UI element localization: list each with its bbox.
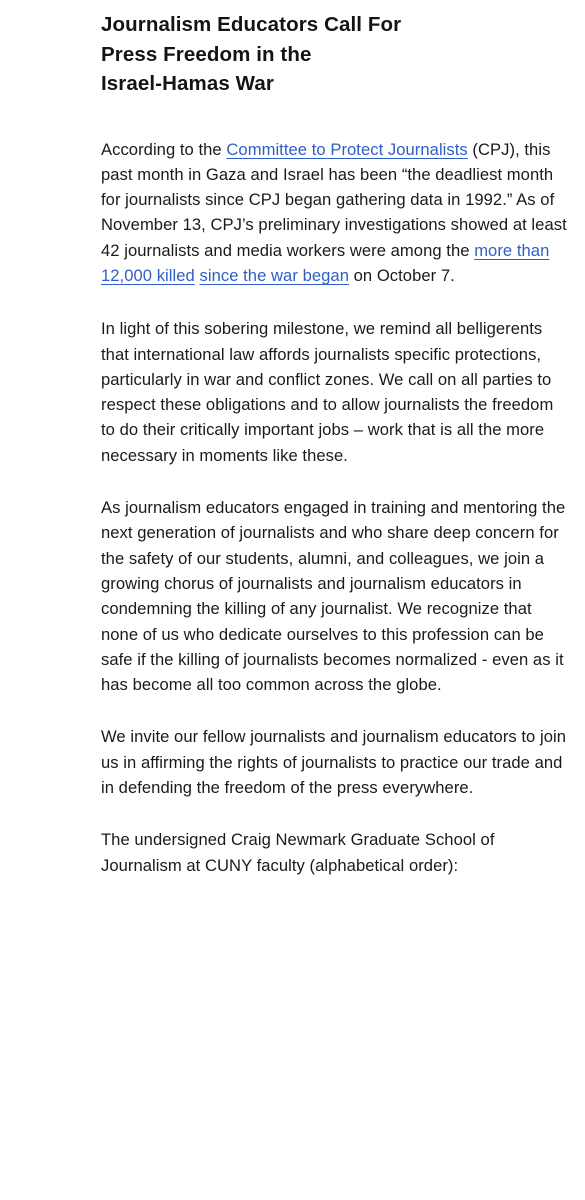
article: [101, 10, 571, 878]
paragraph-educators-concern: As journalism educators engaged in training and mentoring the next generation of journalists and who share deep concern for the safety of our students, alumni, and colleagues, we join a growing chorus of journalists and journalism educators in condemning the killing of any journalist. We recognize that none of us who dedicate ourselves to this profession can be safe if the killing of journalists becomes normalized - even as it has become all too common across the globe.: [101, 498, 566, 695]
p1-text-2: (CPJ), this past month in Gaza and Israel has been “the deadliest month for journalists since CPJ began gathering data in 1992.” As of November 13, CPJ’s preliminary investigations showed at least 42 journalists and media workers were among the: [101, 139, 567, 260]
cpj-link[interactable]: Committee to Protect Journalists: [226, 139, 468, 159]
war-began-link[interactable]: since the war began: [199, 265, 349, 285]
p1-text-4: on October 7.: [348, 265, 455, 285]
title-line-1: Journalism Educators Call For: [101, 13, 402, 36]
p1-text-1: According to the: [101, 139, 227, 159]
paragraph-signatories-intro: The undersigned Craig Newmark Graduate School of Journalism at CUNY faculty (alphabetical order):: [101, 830, 495, 875]
paragraph-cpj-statistics: [101, 137, 571, 289]
article-title: [101, 10, 571, 99]
title-line-3: Israel-Hamas War: [101, 72, 274, 95]
title-line-2: Press Freedom in the: [101, 42, 312, 66]
killed-count-link[interactable]: more than 12,000 killed: [101, 240, 550, 285]
paragraph-invitation: We invite our fellow journalists and journalism educators to join us in affirming the rights of journalists to practice our trade and in defending the freedom of the press everywhere.: [101, 727, 567, 798]
paragraph-international-law: In light of this sobering milestone, we remind all belligerents that international law affords journalists specific protections, particularly in war and conflict zones. We call on all parties to respect these obligations and to allow journalists the freedom to do their critically important jobs – work that is all the more necessary in moments like these.: [101, 319, 554, 465]
